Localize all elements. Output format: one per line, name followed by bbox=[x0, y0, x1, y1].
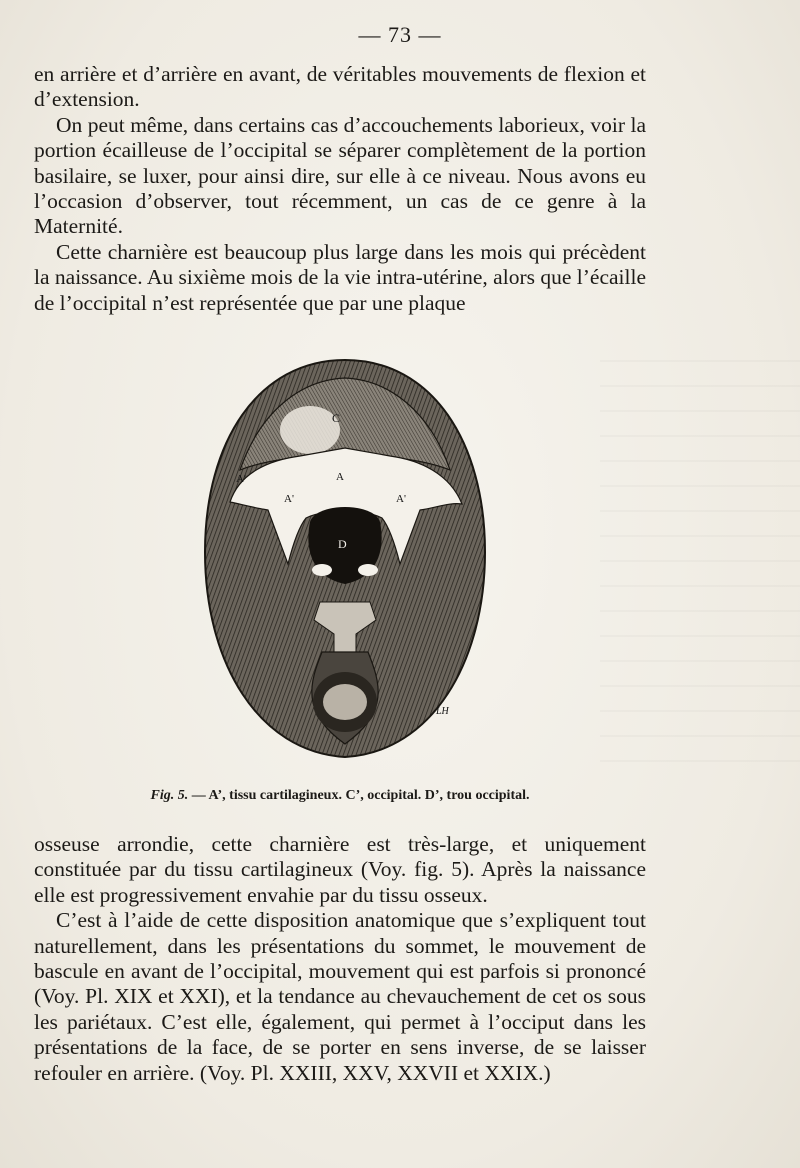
caption-fig-label: Fig. 5. bbox=[150, 788, 189, 803]
paragraph: C’est à l’aide de cette disposition anatomique que s’expliquent tout naturellement, dans les présentations du sommet, le mouvement de bascule en avant de l’occipital, mouvement qui est parfois si prononcé (Voy. Pl. XIX et XXI), et la tendance au chevauchement de cet os sous les pariétaux. C’est elle, également, qui permet à l’occiput dans les présentations de la face, de se porter en sens inverse, de se laisser refouler en arrière. (Voy. Pl. XXIII, XXV, XXVII et XXIX.) bbox=[34, 908, 646, 1085]
text-block-top bbox=[34, 62, 646, 316]
figure-skull-base bbox=[200, 352, 490, 762]
label-a-left: A' bbox=[284, 493, 294, 505]
page-number: — 73 — bbox=[358, 22, 442, 47]
bleed-through-shadow bbox=[600, 360, 800, 780]
paragraph: en arrière et d’arrière en avant, de véritables mouvements de flexion et d’extension. bbox=[34, 62, 646, 112]
caption-text: — A’, tissu cartilagineux. C’, occipital. D’, trou occipital. bbox=[188, 788, 530, 803]
figure-caption bbox=[0, 788, 680, 804]
label-c: C bbox=[332, 411, 341, 425]
label-a-right: A' bbox=[396, 493, 406, 505]
engraver-signature: LH bbox=[436, 706, 449, 717]
paragraph: osseuse arrondie, cette charnière est très-large, et uniquement constituée par du tissu cartilagineux (Voy. fig. 5). Après la naissance elle est progressivement envahie par du tissu osseux. bbox=[34, 832, 646, 907]
label-a-center: A bbox=[336, 471, 344, 483]
paragraph: Cette charnière est beaucoup plus large dans les mois qui précèdent la naissance. Au sixième mois de la vie intra-utérine, alors que l’écaille de l’occipital n’est représentée que par une plaque bbox=[34, 239, 646, 315]
paragraph: On peut même, dans certains cas d’accouchements laborieux, voir la portion écailleuse de l’occipital se séparer complètement de la portion basilaire, se luxer, pour ainsi dire, sur elle à ce niveau. Nous avons eu l’occasion d’observer, tout récemment, un cas de ce genre à la Maternité. bbox=[34, 112, 646, 239]
text-block-bottom bbox=[34, 832, 646, 1086]
skull-illustration bbox=[200, 352, 490, 762]
label-a-far-left: A' bbox=[236, 473, 246, 485]
label-d: D bbox=[338, 537, 347, 551]
